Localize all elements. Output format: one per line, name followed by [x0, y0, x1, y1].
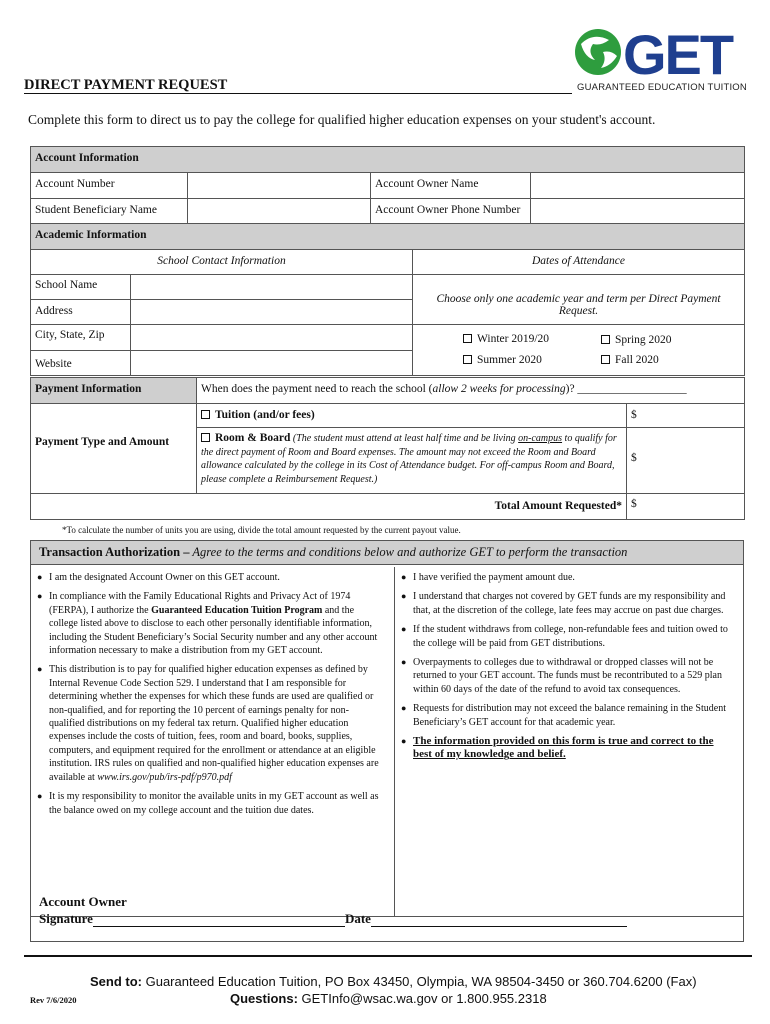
intro-text: Complete this form to direct us to pay the college for qualified higher education expenses on your student's account.: [28, 112, 656, 127]
term-fall[interactable]: Fall 2020: [601, 354, 659, 366]
school-name-label: School Name: [31, 275, 131, 300]
terms-item: ● In compliance with the Family Educational Rights and Privacy Act of 1974 (FERPA), I authorize the Guaranteed Education Tuition Program and the college listed above to disclose to each other personally identifiable information, including the Student Beneficiary’s Social Security number and any other account information necessary to make a distribution from my GET account.: [37, 591, 378, 657]
checkbox-icon: [601, 335, 610, 344]
owner-name-label: Account Owner Name: [371, 173, 531, 199]
dates-attendance-header: Dates of Attendance: [413, 250, 745, 275]
address-field[interactable]: [131, 300, 413, 325]
school-contact-header: School Contact Information: [31, 250, 413, 275]
transaction-authorization: [30, 540, 744, 942]
terms-item: ● If the student withdraws from college, non-refundable fees and tuition owed to the college will be paid from GET distributions.: [401, 624, 728, 649]
bullet-icon: ●: [401, 703, 407, 714]
send-to-line: Send to: Guaranteed Education Tuition, PO Box 43450, Olympia, WA 98504-3450 or 360.704.6200 (Fax): [90, 974, 697, 989]
bullet-icon: ●: [401, 736, 407, 747]
terms-item: ● This distribution is to pay for qualified higher education expenses as defined by Internal Revenue Code Section 529. I understand that I am responsible for determining whether the expenses for which these funds are used are qualified or non-qualified, and for reporting the 10 percent of earnings penalty for non-qualified distributions on my federal tax return. Qualified higher education expenses include the costs of tuition, fees, room and board, books, supplies, computers, and equipment required for the enrollment or attendance at an eligible institution. IRS rules on qualified and non-qualified higher education expenses are available at www.irs.gov/pub/irs-pdf/p970.pdf: [37, 664, 379, 783]
terms-item: ● I have verified the payment amount due.: [401, 572, 575, 583]
term-summer[interactable]: Summer 2020: [463, 354, 542, 366]
city-state-zip-label: City, State, Zip: [31, 325, 131, 351]
signature-field[interactable]: [93, 913, 345, 927]
units-footnote: *To calculate the number of units you are using, divide the total amount requested by the current payout value.: [62, 525, 461, 535]
account-info-table: [30, 146, 745, 224]
payment-type-label: Payment Type and Amount: [31, 404, 197, 494]
term-spring[interactable]: Spring 2020: [601, 334, 672, 346]
account-number-field[interactable]: [188, 173, 371, 199]
terms-item: ● Overpayments to colleges due to withdrawal or dropped classes will not be returned to your GET account. The funds must be recontributed to a 529 plan within 60 days of the date of the refund to avoid tax consequences.: [401, 657, 722, 695]
beneficiary-name-field[interactable]: [188, 199, 371, 224]
logo-wordmark: GET: [623, 23, 733, 82]
total-amount-field[interactable]: $: [627, 494, 745, 520]
owner-phone-label: Account Owner Phone Number: [371, 199, 531, 224]
bullet-icon: ●: [401, 624, 407, 635]
payment-info-header: Payment Information: [31, 378, 197, 404]
footer-divider: [24, 955, 752, 957]
form-title: DIRECT PAYMENT REQUEST: [24, 77, 228, 93]
authorization-header: Transaction Authorization – Agree to the terms and conditions below and authorize GET to perform the transaction: [31, 541, 743, 565]
owner-name-field[interactable]: [531, 173, 745, 199]
account-info-header: Account Information: [31, 147, 745, 173]
checkbox-icon: [201, 410, 210, 419]
authorization-right-column: [395, 567, 743, 917]
bullet-icon: ●: [37, 791, 43, 802]
room-board-amount-field[interactable]: $: [627, 428, 745, 494]
tuition-amount-field[interactable]: $: [627, 404, 745, 428]
checkbox-icon: [463, 334, 472, 343]
certification-item: ● The information provided on this form is true and correct to the best of my knowledge and belief.: [401, 735, 714, 761]
address-label: Address: [31, 300, 131, 325]
revision-date: Rev 7/6/2020: [30, 995, 77, 1005]
logo-tagline: GUARANTEED EDUCATION TUITION: [577, 82, 747, 93]
website-field[interactable]: [131, 350, 413, 376]
irs-link[interactable]: www.irs.gov/pub/irs-pdf/p970.pdf: [97, 771, 232, 783]
academic-info-table: [30, 223, 745, 376]
school-name-field[interactable]: [131, 275, 413, 300]
payment-timing-question[interactable]: When does the payment need to reach the school (allow 2 weeks for processing)? ___________________: [197, 378, 745, 404]
payment-info-table: [30, 377, 745, 520]
questions-line: Questions: GETInfo@wsac.wa.gov or 1.800.955.2318: [230, 991, 547, 1006]
room-board-option[interactable]: Room & Board (The student must attend at least half time and be living on-campus to qualify for the direct payment of Room and Board expenses. The amount may not exceed the Room and Board allowance calculated by the college in its Cost of Attendance budget. For off-campus Room and Board, please complete a Reimbursement Request.): [197, 428, 627, 494]
beneficiary-name-label: Student Beneficiary Name: [31, 199, 188, 224]
authorization-left-column: [31, 567, 395, 917]
terms-item: ● I am the designated Account Owner on this GET account.: [37, 572, 280, 583]
bullet-icon: ●: [401, 572, 407, 582]
terms-item: ● It is my responsibility to monitor the available units in my GET account as well as the balance owed on my college account and the tuition due dates.: [37, 791, 379, 816]
bullet-icon: ●: [37, 664, 43, 675]
terms-item: ● Requests for distribution may not exceed the balance remaining in the Student Beneficiary’s GET account for that academic year.: [401, 703, 726, 728]
term-winter[interactable]: Winter 2019/20: [463, 333, 549, 345]
tuition-option[interactable]: Tuition (and/or fees): [197, 404, 627, 428]
bullet-icon: ●: [37, 591, 43, 602]
city-state-zip-field[interactable]: [131, 325, 413, 351]
bullet-icon: ●: [401, 657, 407, 668]
term-options: [413, 325, 745, 376]
checkbox-icon: [463, 355, 472, 364]
date-field[interactable]: [371, 913, 627, 927]
title-divider: [24, 93, 572, 94]
date-label: Date: [344, 911, 371, 926]
signature-label: Signature: [39, 911, 93, 926]
total-amount-label: Total Amount Requested*: [31, 494, 627, 520]
choose-one-note: Choose only one academic year and term per Direct Payment Request.: [413, 275, 745, 325]
checkbox-icon: [601, 355, 610, 364]
signature-label-line1: Account Owner: [39, 894, 127, 909]
terms-item: ● I understand that charges not covered by GET funds are my responsibility and that, at the discretion of the college, late fees may accrue on past due charges.: [401, 591, 726, 616]
academic-info-header: Academic Information: [31, 224, 745, 250]
owner-phone-field[interactable]: [531, 199, 745, 224]
bullet-icon: ●: [401, 591, 407, 602]
account-number-label: Account Number: [31, 173, 188, 199]
get-logo-graphic: [573, 22, 751, 82]
signature-block: [39, 893, 627, 927]
bullet-icon: ●: [37, 572, 43, 582]
website-label: Website: [31, 350, 131, 376]
checkbox-icon: [201, 433, 210, 442]
get-logo: [573, 22, 751, 94]
